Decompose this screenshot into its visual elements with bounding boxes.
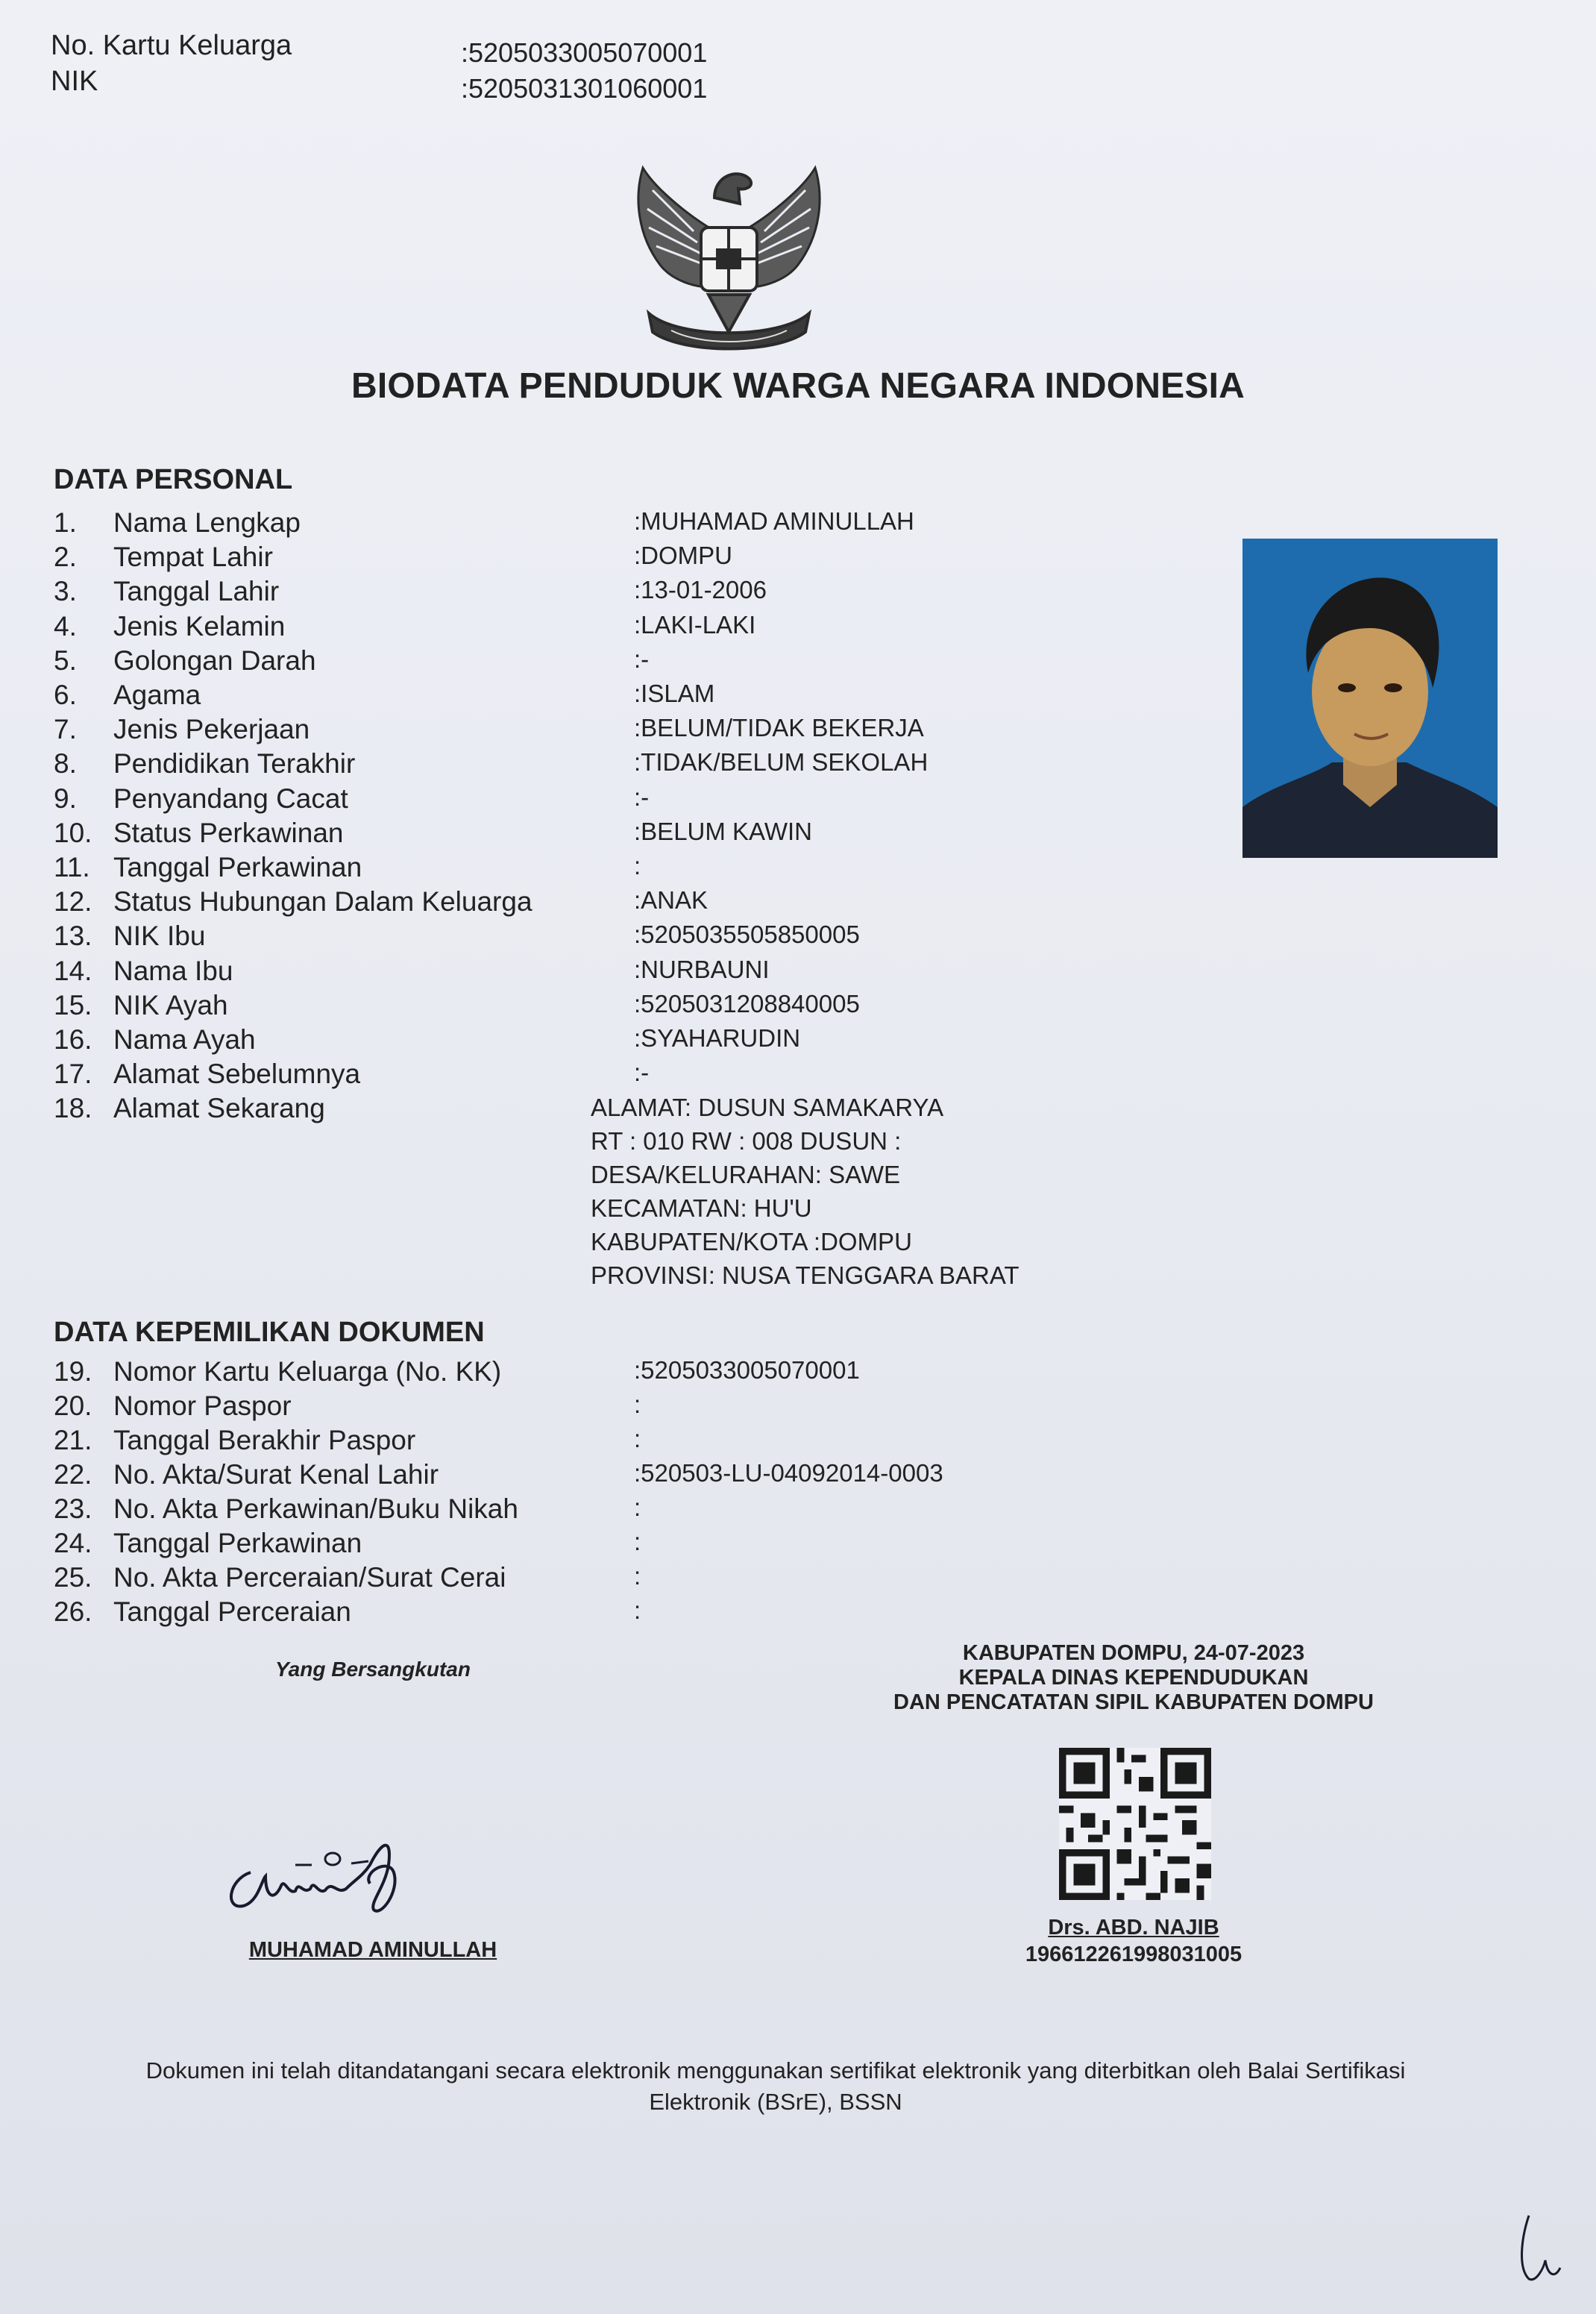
row-label: Nama Ayah <box>113 1024 256 1055</box>
row-value: :5205033005070001 <box>634 1356 860 1384</box>
data-row <box>54 1493 1217 1528</box>
row-label: Tempat Lahir <box>113 542 273 573</box>
row-label: Tanggal Perceraian <box>113 1596 351 1627</box>
address-block <box>591 1091 1020 1292</box>
row-number: 9. <box>54 783 77 814</box>
row-label: Alamat Sekarang <box>113 1093 325 1124</box>
row-value: :- <box>634 783 650 811</box>
data-row <box>54 1562 1217 1596</box>
data-row <box>54 783 1217 818</box>
data-row <box>54 886 1217 921</box>
data-row <box>54 645 1217 680</box>
row-label: NIK Ayah <box>113 989 228 1020</box>
data-row <box>54 611 1217 645</box>
data-row <box>54 1528 1217 1562</box>
row-number: 12. <box>54 886 92 918</box>
row-label: Agama <box>113 680 201 710</box>
data-row <box>54 748 1217 783</box>
row-number: 18. <box>54 1093 92 1124</box>
row-label: Penyandang Cacat <box>113 783 348 814</box>
row-value: :- <box>634 645 650 673</box>
row-label: Jenis Pekerjaan <box>113 714 310 745</box>
kk-label: No. Kartu Keluarga <box>51 30 292 61</box>
passport-photo-icon <box>1242 539 1498 858</box>
data-row <box>54 1390 1217 1425</box>
row-number: 6. <box>54 680 77 710</box>
row-value: :LAKI-LAKI <box>634 610 756 639</box>
right-signature-block <box>865 1641 1402 1715</box>
row-label: Status Perkawinan <box>113 817 344 848</box>
row-label: Jenis Kelamin <box>113 610 286 642</box>
row-number: 17. <box>54 1059 92 1090</box>
row-value: :ISLAM <box>634 680 715 707</box>
data-row <box>54 956 1217 990</box>
row-value: :ANAK <box>634 886 709 915</box>
address-line: RT : 010 RW : 008 DUSUN : <box>591 1127 902 1155</box>
data-row <box>54 818 1217 852</box>
row-value: : <box>634 852 641 879</box>
row-number: 5. <box>54 645 77 676</box>
row-number: 15. <box>54 989 92 1020</box>
row-number: 25. <box>54 1562 92 1593</box>
nik-value: :5205031301060001 <box>461 73 708 104</box>
data-row <box>54 714 1217 748</box>
row-number: 24. <box>54 1528 92 1558</box>
row-value: :BELUM/TIDAK BEKERJA <box>634 714 924 742</box>
row-number: 23. <box>54 1493 92 1524</box>
address-line: KECAMATAN: HU'U <box>591 1194 812 1222</box>
data-row <box>54 1356 1217 1390</box>
footer-line: Elektronik (BSrE), BSSN <box>649 2089 902 2115</box>
data-row <box>54 680 1217 714</box>
left-signature-title: Yang Bersangkutan <box>275 1658 471 1681</box>
row-number: 2. <box>54 542 77 573</box>
qr-code-icon <box>1059 1748 1211 1900</box>
row-value: :SYAHARUDIN <box>634 1024 801 1052</box>
row-value: : <box>634 1493 641 1521</box>
data-row <box>54 1024 1217 1059</box>
data-row <box>54 1425 1217 1459</box>
row-value: :DOMPU <box>634 542 732 570</box>
row-label: No. Akta Perceraian/Surat Cerai <box>113 1562 506 1593</box>
row-value: :TIDAK/BELUM SEKOLAH <box>634 748 929 777</box>
data-row <box>54 921 1217 955</box>
right-signatory-name: Drs. ABD. NAJIB <box>1048 1916 1219 1940</box>
row-label: Tanggal Perkawinan <box>113 1528 362 1558</box>
signature-office-line: DAN PENCATATAN SIPIL KABUPATEN DOMPU <box>893 1690 1374 1714</box>
data-row <box>54 1059 1217 1093</box>
right-signatory-nip: 196612261998031005 <box>1025 1943 1242 1966</box>
row-value: : <box>634 1390 641 1418</box>
document-title: BIODATA PENDUDUK WARGA NEGARA INDONESIA <box>351 366 1245 406</box>
row-number: 4. <box>54 610 77 642</box>
left-signatory-name: MUHAMAD AMINULLAH <box>248 1938 497 1962</box>
row-label: Pendidikan Terakhir <box>113 748 356 780</box>
row-number: 13. <box>54 921 92 952</box>
row-number: 1. <box>54 507 77 538</box>
row-number: 7. <box>54 714 77 745</box>
signature-place-date: KABUPATEN DOMPU, 24-07-2023 <box>962 1641 1305 1665</box>
row-value: : <box>634 1425 641 1452</box>
data-row <box>54 507 1217 542</box>
personal-heading: DATA PERSONAL <box>54 464 293 495</box>
row-label: Tanggal Lahir <box>113 576 280 607</box>
row-number: 10. <box>54 817 92 848</box>
row-value: :13-01-2006 <box>634 576 767 604</box>
row-label: Tanggal Berakhir Paspor <box>113 1425 416 1455</box>
row-label: Status Hubungan Dalam Keluarga <box>113 886 532 918</box>
row-label: Golongan Darah <box>113 645 316 676</box>
signature-office-line: KEPALA DINAS KEPENDUDUKAN <box>958 1666 1309 1690</box>
row-label: Nama Ibu <box>113 955 233 986</box>
row-label: NIK Ibu <box>113 921 206 952</box>
address-line: ALAMAT: DUSUN SAMAKARYA <box>591 1094 944 1121</box>
row-number: 16. <box>54 1024 92 1055</box>
row-label: Nama Lengkap <box>113 507 301 538</box>
row-number: 11. <box>54 852 90 882</box>
row-value: :MUHAMAD AMINULLAH <box>634 507 914 535</box>
row-number: 21. <box>54 1425 92 1455</box>
data-row <box>54 990 1217 1024</box>
handwritten-signature <box>221 1820 437 1925</box>
data-row <box>54 852 1217 886</box>
row-number: 3. <box>54 576 77 607</box>
documents-heading: DATA KEPEMILIKAN DOKUMEN <box>54 1317 485 1348</box>
data-row <box>54 542 1217 576</box>
address-line: DESA/KELURAHAN: SAWE <box>591 1161 901 1188</box>
handwritten-mark <box>1514 2208 1566 2290</box>
row-value: :520503-LU-04092014-0003 <box>634 1459 943 1487</box>
nik-label: NIK <box>51 66 98 97</box>
row-value: :NURBAUNI <box>634 955 770 983</box>
row-label: Alamat Sebelumnya <box>113 1059 361 1090</box>
row-number: 8. <box>54 748 77 780</box>
data-row <box>54 1596 1217 1631</box>
row-number: 22. <box>54 1459 92 1490</box>
row-number: 14. <box>54 955 92 986</box>
row-value: : <box>634 1528 641 1555</box>
row-value: :5205031208840005 <box>634 989 860 1018</box>
row-number: 26. <box>54 1596 92 1627</box>
kk-value: :5205033005070001 <box>461 37 708 68</box>
footer-note <box>45 2055 1507 2118</box>
row-label: Nomor Paspor <box>113 1390 292 1421</box>
row-label: Nomor Kartu Keluarga (No. KK) <box>113 1356 502 1387</box>
row-number: 19. <box>54 1356 92 1387</box>
footer-line: Dokumen ini telah ditandatangani secara elektronik menggunakan sertifikat elektronik yang diterbitkan oleh Balai Sertifikasi <box>145 2057 1406 2083</box>
row-value: : <box>634 1596 641 1624</box>
row-label: No. Akta/Surat Kenal Lahir <box>113 1459 439 1490</box>
address-line: PROVINSI: NUSA TENGGARA BARAT <box>591 1261 1020 1289</box>
row-value: :BELUM KAWIN <box>634 817 812 845</box>
row-value: :- <box>634 1059 650 1087</box>
row-value: :5205035505850005 <box>634 921 860 949</box>
data-row <box>54 1459 1217 1493</box>
row-value: : <box>634 1562 641 1590</box>
data-row <box>54 576 1217 610</box>
garuda-emblem-icon <box>626 145 832 362</box>
row-label: No. Akta Perkawinan/Buku Nikah <box>113 1493 518 1524</box>
address-line: KABUPATEN/KOTA :DOMPU <box>591 1228 912 1255</box>
row-label: Tanggal Perkawinan <box>113 852 362 882</box>
row-number: 20. <box>54 1390 92 1421</box>
